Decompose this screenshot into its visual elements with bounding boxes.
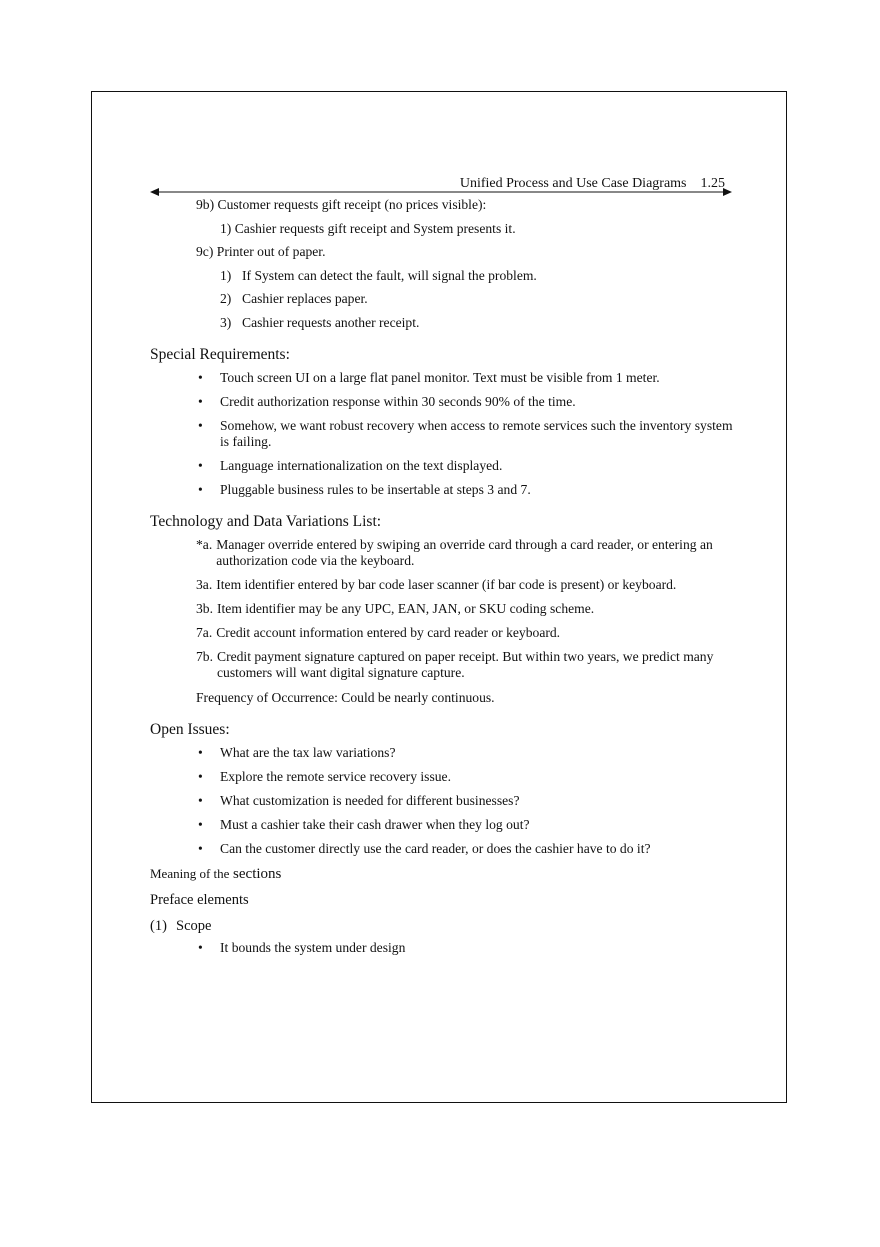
scope-title: Scope xyxy=(176,917,212,934)
step-number: 1) xyxy=(220,267,232,283)
variation-item: *a. Manager override entered by swiping an override card through a card reader, or entering an authorization code via the keyboard. xyxy=(196,536,713,568)
extension-9c: 9c) Printer out of paper. xyxy=(196,244,326,259)
meaning-word: sections xyxy=(233,865,282,882)
frequency-of-occurrence: Frequency of Occurrence: Could be nearly continuous. xyxy=(196,689,495,705)
list-item: • Can the customer directly use the card reader, or does the cashier have to do it? xyxy=(198,840,651,856)
step-text: Cashier requests another receipt. xyxy=(242,314,420,330)
meaning-of-sections xyxy=(150,865,735,883)
bullet-icon: • xyxy=(198,393,203,409)
extension-9b: 9b) Customer requests gift receipt (no prices visible): xyxy=(196,197,487,212)
extension-9c-step xyxy=(220,290,735,307)
variation-item: 3a. Item identifier entered by bar code laser scanner (if bar code is present) or keyboard. xyxy=(196,576,677,592)
extension-9b-step: 1) Cashier requests gift receipt and System presents it. xyxy=(220,220,516,236)
bullet-icon: • xyxy=(198,768,203,784)
bullet-icon: • xyxy=(198,369,203,385)
page-number: 1.25 xyxy=(700,176,725,191)
bullet-icon: • xyxy=(198,417,203,433)
bullet-icon: • xyxy=(198,744,203,760)
step-number: 2) xyxy=(220,291,232,306)
step-text: Cashier replaces paper. xyxy=(242,291,368,306)
extension-9c-step xyxy=(220,267,735,284)
variation-label: 7a. xyxy=(196,624,213,640)
extension-9c-step xyxy=(220,314,735,331)
bullet-icon: • xyxy=(198,792,203,808)
list-item: • Somehow, we want robust recovery when access to remote services such the inventory system is failing. xyxy=(198,417,733,449)
bullet-icon: • xyxy=(198,840,203,856)
list-item: • Language internationalization on the text displayed. xyxy=(198,457,503,473)
bullet-icon: • xyxy=(198,939,203,955)
running-header-title: Unified Process and Use Case Diagrams xyxy=(459,176,687,191)
page-content xyxy=(150,170,735,964)
technology-variations-heading: Technology and Data Variations List: xyxy=(150,512,382,530)
list-item: • Must a cashier take their cash drawer when they log out? xyxy=(198,816,530,832)
bullet-icon: • xyxy=(198,457,203,473)
variation-item: 3b. Item identifier may be any UPC, EAN, JAN, or SKU coding scheme. xyxy=(196,600,595,616)
meaning-prefix: Meaning of the xyxy=(150,865,230,881)
list-item: • What are the tax law variations? xyxy=(198,744,396,760)
list-item: • Explore the remote service recovery issue. xyxy=(198,768,451,784)
scope-number: (1) xyxy=(150,917,167,934)
variation-label: 7b. xyxy=(196,648,213,664)
variation-item: 7b. Credit payment signature captured on paper receipt. But within two years, we predict many customers will want digital signature capture. xyxy=(196,648,714,680)
list-item: • Touch screen UI on a large flat panel monitor. Text must be visible from 1 meter. xyxy=(198,369,660,385)
variation-label: *a. xyxy=(196,536,213,552)
list-item: • Pluggable business rules to be insertable at steps 3 and 7. xyxy=(198,481,531,497)
bullet-icon: • xyxy=(198,481,203,497)
preface-elements: Preface elements xyxy=(150,891,249,908)
open-issues-heading: Open Issues: xyxy=(150,720,230,738)
step-number: 3) xyxy=(220,314,232,330)
scope-heading xyxy=(150,917,735,935)
list-item: • Credit authorization response within 30 seconds 90% of the time. xyxy=(198,393,576,409)
variation-label: 3a. xyxy=(196,576,213,592)
list-item: • It bounds the system under design xyxy=(198,939,406,955)
variation-label: 3b. xyxy=(196,600,213,616)
step-text: If System can detect the fault, will signal the problem. xyxy=(242,267,537,283)
special-requirements-heading: Special Requirements: xyxy=(150,345,290,363)
list-item: • What customization is needed for different businesses? xyxy=(198,792,520,808)
running-header xyxy=(150,170,735,196)
bullet-icon: • xyxy=(198,816,203,832)
variation-item: 7a. Credit account information entered by card reader or keyboard. xyxy=(196,624,561,640)
